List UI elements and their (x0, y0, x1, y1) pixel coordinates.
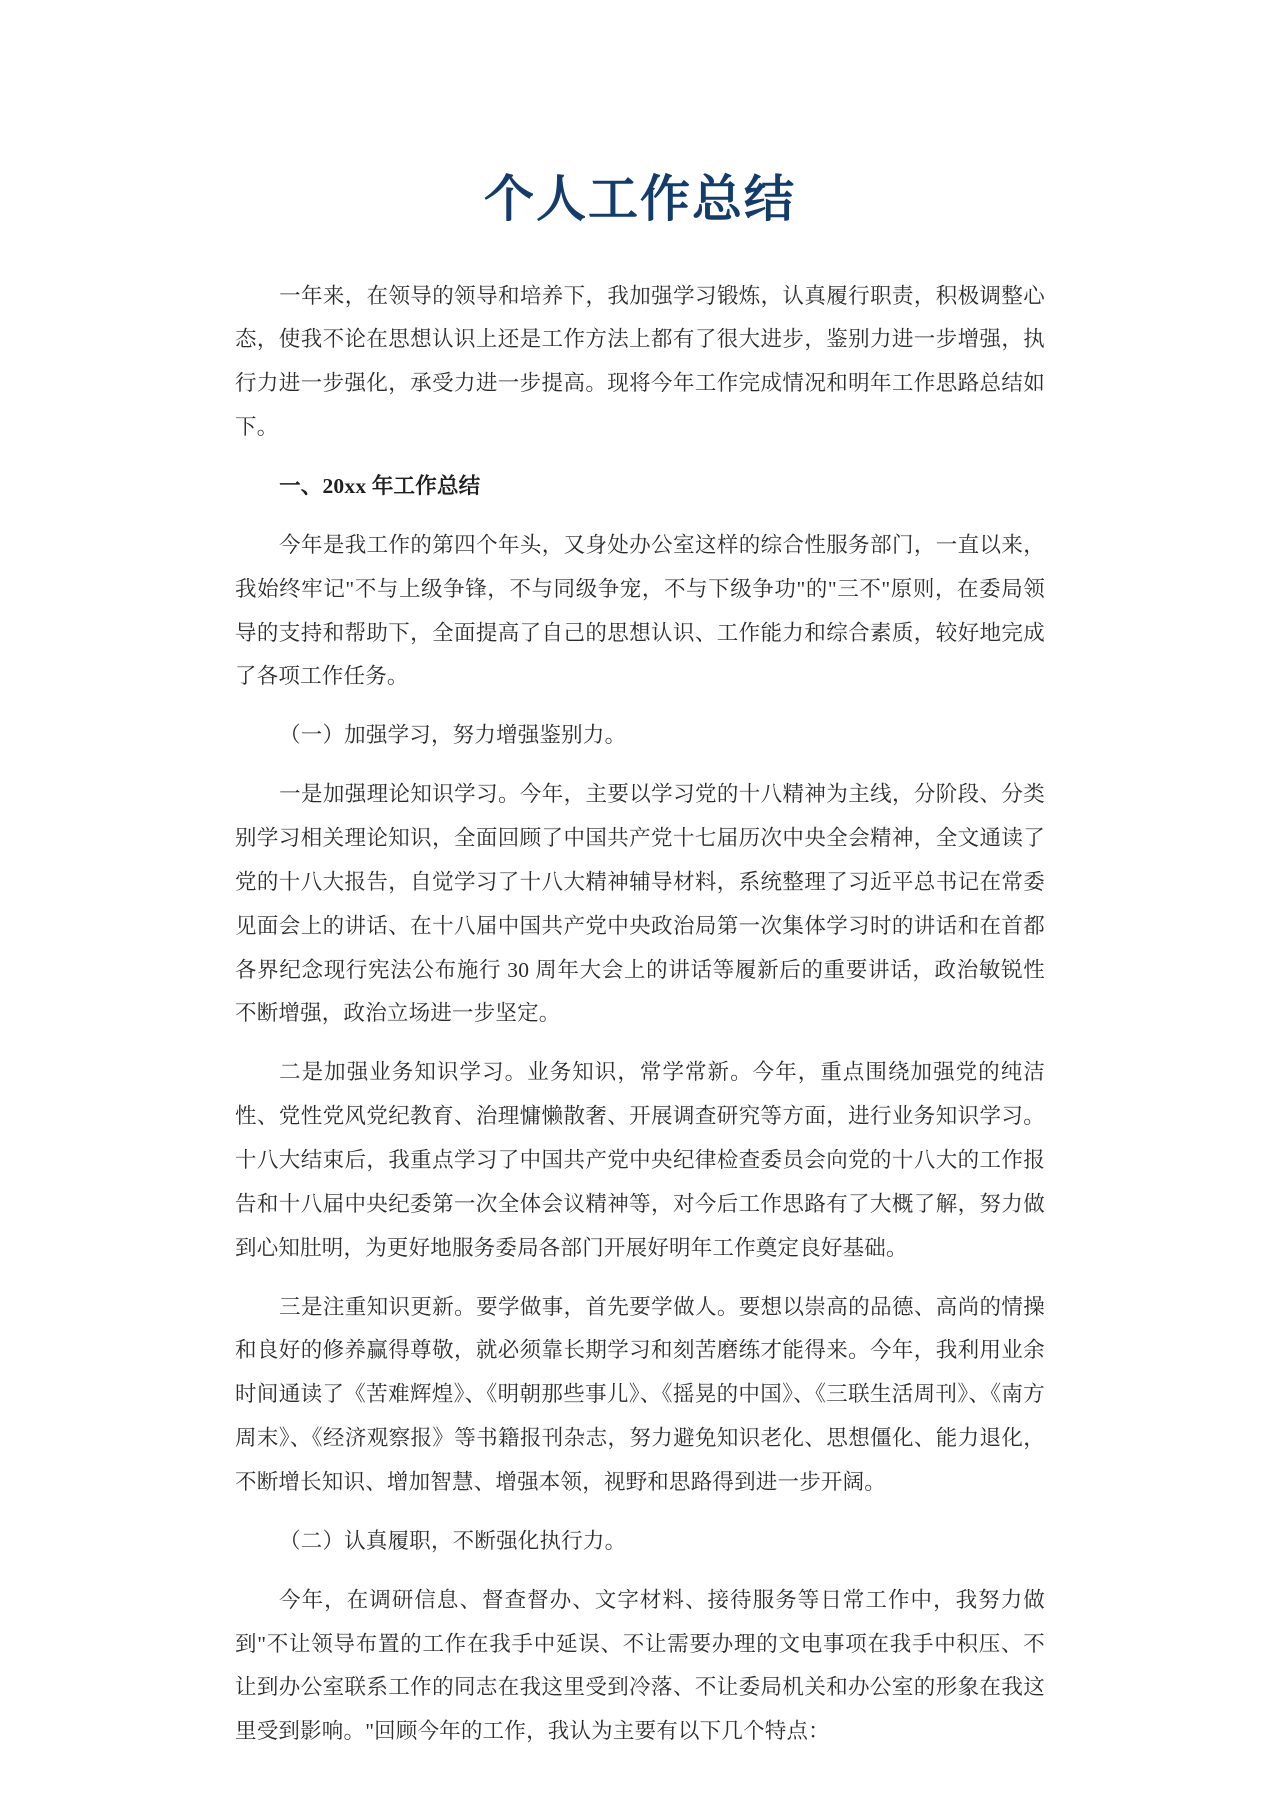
document-content (235, 0, 1045, 1754)
paragraph-intro: 一年来，在领导的领导和培养下，我加强学习锻炼，认真履行职责，积极调整心态，使我不论在思想认识上还是工作方法上都有了很大进步，鉴别力进一步增强，执行力进一步强化，承受力进一步提高。现将今年工作完成情况和明年工作思路总结如下。 (235, 283, 1045, 440)
subheading-strengthen-study: （一）加强学习，努力增强鉴别力。 (279, 723, 627, 748)
paragraph-theory-study: 一是加强理论知识学习。今年，主要以学习党的十八精神为主线，分阶段、分类别学习相关理论知识，全面回顾了中国共产党十七届历次中央全会精神，全文通读了党的十八大报告，自觉学习了十八大精神辅导材料，系统整理了习近平总书记在常委见面会上的讲话、在十八届中国共产党中央政治局第一次集体学习时的讲话和在首都各界纪念现行宪法公布施行 30 周年大会上的讲话等履新后的重要讲话，政治敏锐性不断增强，政治立场进一步坚定。 (235, 782, 1045, 1026)
paragraph-fourth-year: 今年是我工作的第四个年头，又身处办公室这样的综合性服务部门，一直以来，我始终牢记"不与上级争锋，不与同级争宠，不与下级争功"的"三不"原则，在委局领导的支持和帮助下，全面提高了自己的思想认识、工作能力和综合素质，较好地完成了各项工作任务。 (235, 532, 1045, 689)
subheading-fulfil-duties: （二）认真履职，不断强化执行力。 (279, 1528, 627, 1553)
paragraph-knowledge-update: 三是注重知识更新。要学做事，首先要学做人。要想以崇高的品德、高尚的情操和良好的修养赢得尊敬，就必须靠长期学习和刻苦磨练才能得来。今年，我利用业余时间通读了《苦难辉煌》、《明朝那些事儿》、《摇晃的中国》、《三联生活周刊》、《南方周末》、《经济观察报》等书籍报刊杂志，努力避免知识老化、思想僵化、能力退化，不断增长知识、增加智慧、增强本领，视野和思路得到进一步开阔。 (235, 1294, 1045, 1494)
page-title: 个人工作总结 (484, 171, 796, 227)
section-heading-one: 一、20xx 年工作总结 (279, 473, 481, 498)
paragraph-daily-duties: 今年，在调研信息、督查督办、文字材料、接待服务等日常工作中，我努力做到"不让领导布置的工作在我手中延误、不让需要办理的文电事项在我手中积压、不让到办公室联系工作的同志在我这里受到冷落、不让委局机关和办公室的形象在我这里受到影响。"回顾今年的工作，我认为主要有以下几个特点： (235, 1587, 1045, 1744)
paragraph-business-study: 二是加强业务知识学习。业务知识，常学常新。今年，重点围绕加强党的纯洁性、党性党风党纪教育、治理慵懒散奢、开展调查研究等方面，进行业务知识学习。十八大结束后，我重点学习了中国共产党中央纪律检查委员会向党的十八大的工作报告和十八届中央纪委第一次全体会议精神等，对今后工作思路有了大概了解，努力做到心知肚明，为更好地服务委局各部门开展好明年工作奠定良好基础。 (235, 1060, 1045, 1260)
